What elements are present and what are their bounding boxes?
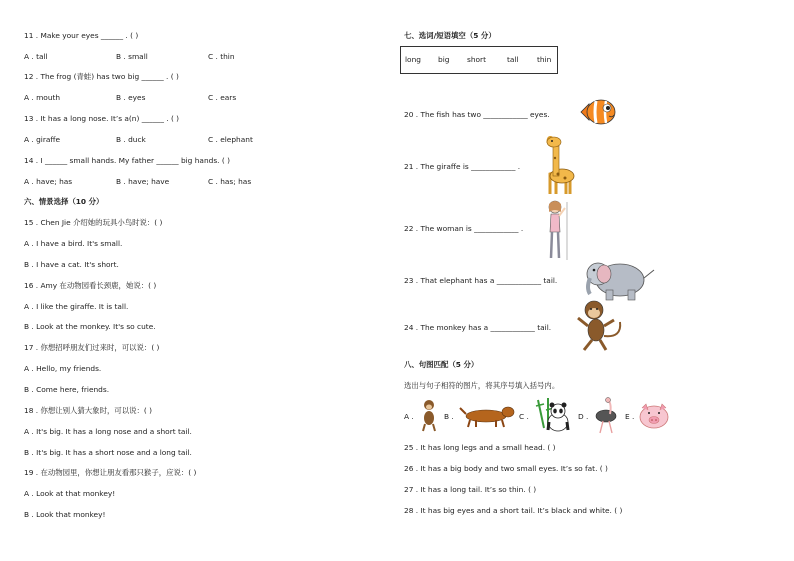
q24-sentence: 24 . The monkey has a ____________ tail. xyxy=(404,323,552,332)
q15-stem: 15 . Chen Jie 介绍她的玩具小鸟时说：( ) xyxy=(24,218,163,227)
word-long: long xyxy=(405,55,421,64)
word-bank xyxy=(400,46,558,74)
q14-option-c: C . has; has xyxy=(208,177,252,186)
picture-label-d: D . xyxy=(578,412,589,421)
pig-icon xyxy=(638,402,670,430)
q12-option-b: B . eyes xyxy=(116,93,146,102)
q14-stem: 14 . I ______ small hands. My father ______ big hands. ( ) xyxy=(24,156,230,165)
q22-sentence: 22 . The woman is ____________ . xyxy=(404,224,524,233)
q20-sentence: 20 . The fish has two ____________ eyes. xyxy=(404,110,550,119)
picture-label-a: A . xyxy=(404,412,414,421)
word-big: big xyxy=(438,55,450,64)
q21-sentence: 21 . The giraffe is ____________ . xyxy=(404,162,521,171)
ostrich-icon xyxy=(592,396,620,434)
q25-sentence: 25 . It has long legs and a small head. ( ) xyxy=(404,443,556,452)
q11-option-a: A . tall xyxy=(24,52,48,61)
q28-sentence: 28 . It has big eyes and a short tail. It’s black and white. ( ) xyxy=(404,506,623,515)
q18-stem: 18 . 你想让别人猜大象时，可以说：( ) xyxy=(24,406,153,415)
q19-option-b: B . Look that monkey! xyxy=(24,510,106,519)
picture-label-e: E . xyxy=(625,412,635,421)
section-8-title: 八、句图匹配（5 分） xyxy=(404,360,479,369)
section-6-title: 六、情景选择（10 分） xyxy=(24,197,104,206)
fish-icon xyxy=(579,94,619,130)
q18-option-a: A . It's big. It has a long nose and a short tail. xyxy=(24,427,192,436)
q13-option-b: B . duck xyxy=(116,135,146,144)
monkey-icon xyxy=(574,298,626,354)
q12-stem: 12 . The frog (青蛙) has two big ______ . ( ) xyxy=(24,72,179,81)
q11-option-c: C . thin xyxy=(208,52,235,61)
q26-sentence: 26 . It has a big body and two small eyes. It’s so fat. ( ) xyxy=(404,464,608,473)
q11-option-b: B . small xyxy=(116,52,148,61)
word-tall: tall xyxy=(507,55,519,64)
q17-option-b: B . Come here, friends. xyxy=(24,385,110,394)
q14-option-b: B . have; have xyxy=(116,177,170,186)
q19-option-a: A . Look at that monkey! xyxy=(24,489,116,498)
q16-stem: 16 . Amy 在动物园看长颈鹿，她说：( ) xyxy=(24,281,157,290)
q12-option-c: C . ears xyxy=(208,93,237,102)
elephant-icon xyxy=(584,258,656,302)
q18-option-b: B . It's big. It has a short nose and a long tail. xyxy=(24,448,192,457)
q19-stem: 19 . 在动物园里，你想让朋友看那只猴子，应说：( ) xyxy=(24,468,197,477)
section-8-instruction: 选出与句子相符的图片，将其序号填入括号内。 xyxy=(404,381,560,390)
q15-option-a: A . I have a bird. It's small. xyxy=(24,239,123,248)
word-short: short xyxy=(467,55,486,64)
q13-option-a: A . giraffe xyxy=(24,135,61,144)
q16-option-b: B . Look at the monkey. It's so cute. xyxy=(24,322,156,331)
monkey-small-icon xyxy=(418,398,440,432)
q12-option-a: A . mouth xyxy=(24,93,61,102)
q16-option-a: A . I like the giraffe. It is tall. xyxy=(24,302,129,311)
q13-stem: 13 . It has a long nose. It’s a(n) ______ . ( ) xyxy=(24,114,180,123)
word-thin: thin xyxy=(537,55,552,64)
q11-stem: 11 . Make your eyes ______ . ( ) xyxy=(24,31,139,40)
q27-sentence: 27 . It has a long tail. It’s so thin. ( ) xyxy=(404,485,537,494)
q17-stem: 17 . 你想招呼朋友们过来时，可以说：( ) xyxy=(24,343,160,352)
q15-option-b: B . I have a cat. It's short. xyxy=(24,260,119,269)
panda-icon xyxy=(534,398,570,432)
picture-label-c: C . xyxy=(519,412,529,421)
dog-icon xyxy=(458,402,516,428)
giraffe-icon xyxy=(540,134,580,198)
q17-option-a: A . Hello, my friends. xyxy=(24,364,102,373)
q23-sentence: 23 . That elephant has a ____________ tail. xyxy=(404,276,558,285)
picture-label-b: B . xyxy=(444,412,454,421)
section-7-title: 七、选词/短语填空（5 分） xyxy=(404,31,496,40)
q13-option-c: C . elephant xyxy=(208,135,253,144)
q14-option-a: A . have; has xyxy=(24,177,73,186)
woman-icon xyxy=(543,198,571,260)
